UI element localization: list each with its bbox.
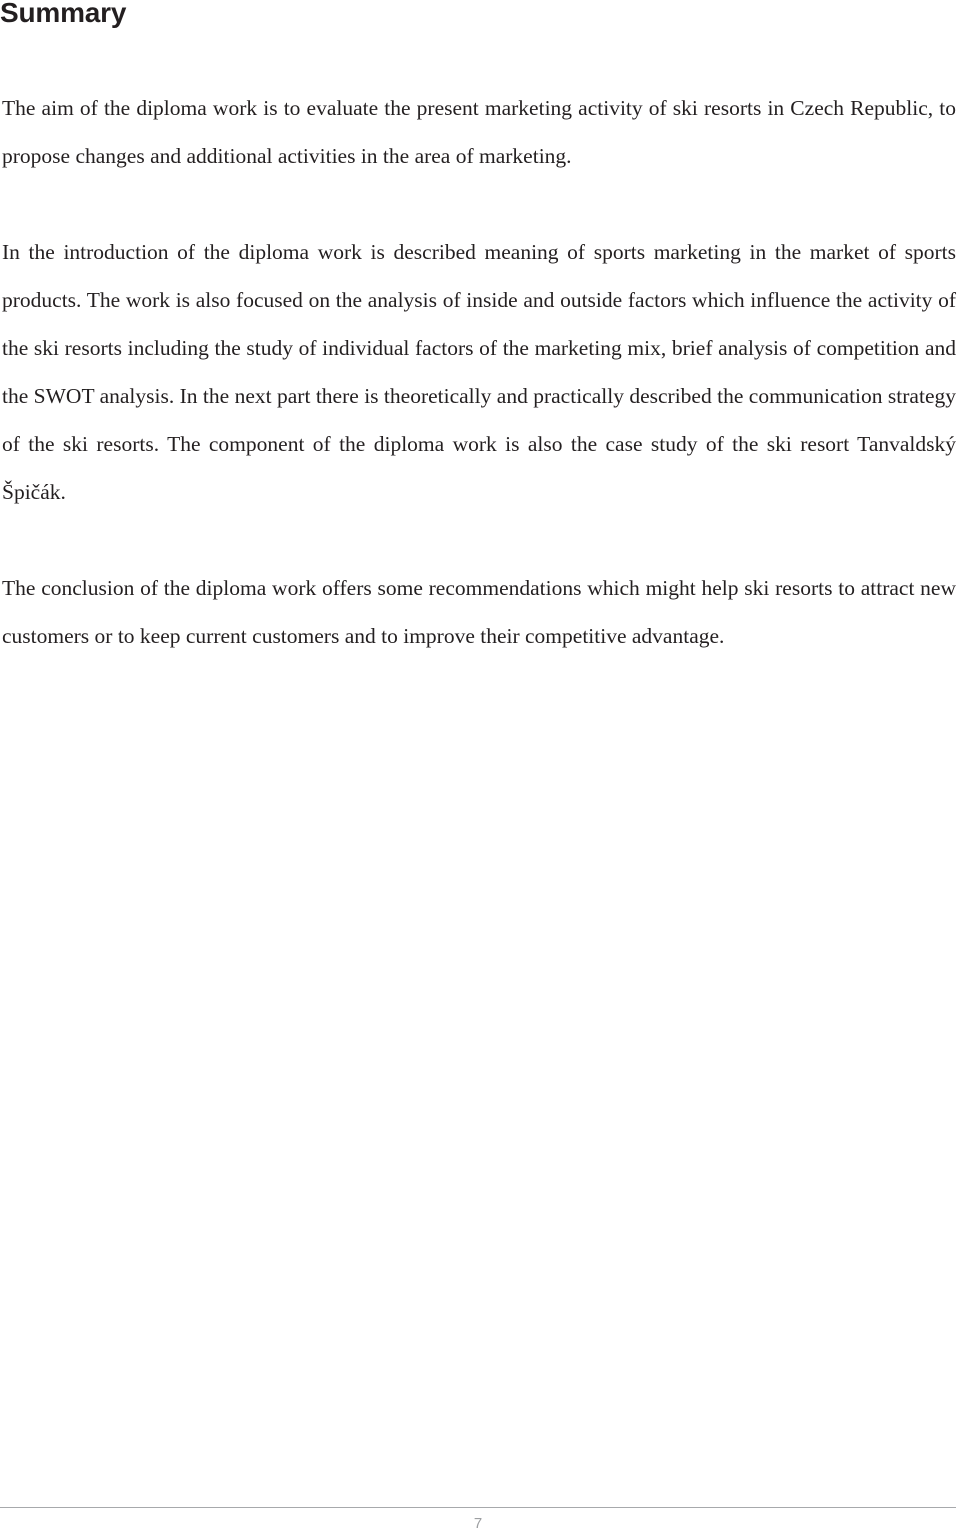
page-title: Summary: [0, 0, 127, 28]
summary-paragraph-aim: The aim of the diploma work is to evaluate the present marketing activity of ski resorts in Czech Republic, to propose changes and additional activities in the area of marketing.: [2, 96, 956, 168]
summary-body: [2, 84, 956, 660]
summary-paragraph-conclusion: The conclusion of the diploma work offers some recommendations which might help ski resorts to attract new customers or to keep current customers and to improve their competitive advantage.: [2, 576, 956, 648]
summary-paragraph-introduction: In the introduction of the diploma work is described meaning of sports marketing in the market of sports products. The work is also focused on the analysis of inside and outside factors which influence the activity of the ski resorts including the study of individual factors of the marketing mix, brief analysis of competition and the SWOT analysis. In the next part there is theoretically and practically described the communication strategy of the ski resorts. The component of the diploma work is also the case study of the ski resort Tanvaldský Špičák.: [2, 240, 956, 504]
footer-divider: [0, 1507, 956, 1508]
page-number: 7: [473, 1515, 483, 1532]
